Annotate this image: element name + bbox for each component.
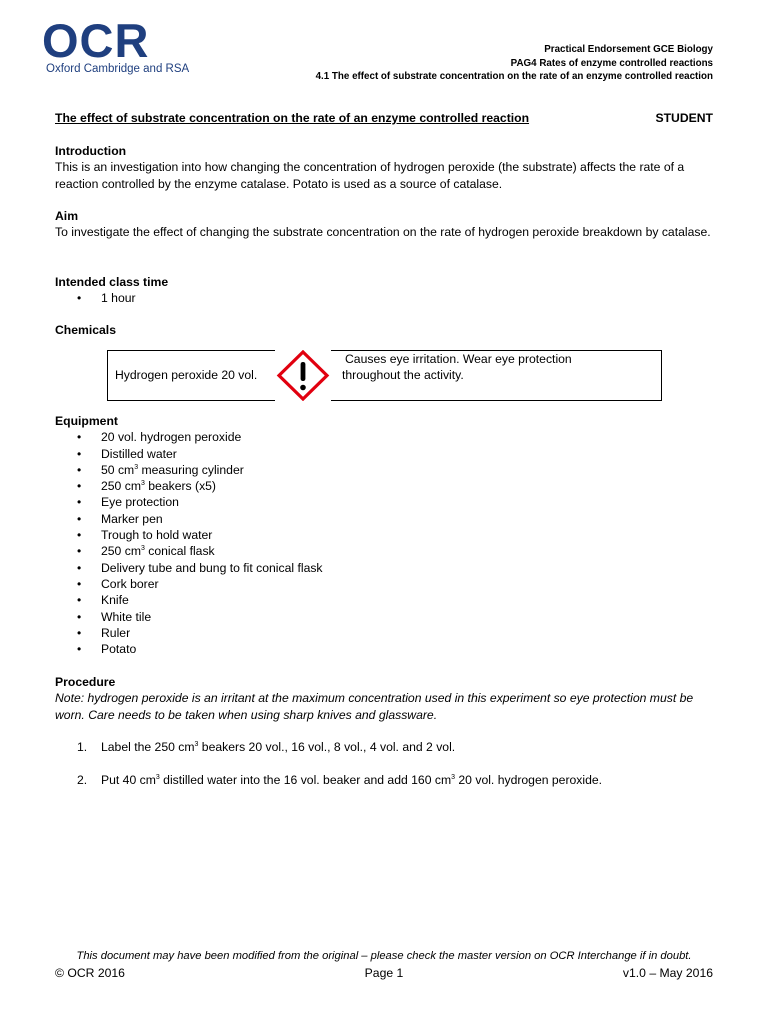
list-item: • 1 hour [55, 290, 713, 306]
chemical-name-cell [108, 351, 279, 400]
chemicals-table [107, 350, 662, 401]
introduction-heading: Introduction [55, 144, 127, 158]
chemicals-heading: Chemicals [55, 323, 116, 337]
aim-heading: Aim [55, 209, 79, 223]
aim-text: To investigate the effect of changing the substrate concentration on the rate of hydrogen peroxide breakdown by catalase. [55, 225, 711, 240]
header-line-3: 4.1 The effect of substrate concentration on the rate of an enzyme controlled reaction [315, 71, 713, 82]
audience-label: STUDENT [655, 111, 713, 125]
list-item: • 50 $cm^3$ measuring cylinder [55, 462, 713, 478]
list-item: • 250 $cm^3$ beakers (x5) [55, 478, 713, 494]
list-item: • Knife [55, 592, 713, 608]
exclamation-hazard-icon [275, 350, 331, 401]
equipment-list [55, 429, 713, 657]
chemicals-section [55, 322, 713, 338]
ocr-logo-mark [42, 19, 192, 61]
list-item: • Distilled water [55, 446, 713, 462]
list-item: • Potato [55, 641, 713, 657]
class-time-heading: Intended class time [55, 275, 169, 289]
introduction-text: This is an investigation into how changing the concentration of hydrogen peroxide (the substrate) affects the rate of a reaction controlled by the enzyme catalase. Potato is used as a source of catalase. [55, 160, 685, 191]
procedure-step: 2. Put 40 $cm^3$ distilled water into the 16 vol. beaker and add 160 $cm^3$ 20 vol. hydrogen peroxide. [77, 773, 603, 788]
procedure-section [55, 674, 713, 723]
ocr-logo [42, 19, 192, 77]
copyright-text: © OCR 2016 [55, 966, 125, 980]
list-item: • Ruler [55, 625, 713, 641]
hazard-description-line-2: throughout the activity. [342, 368, 464, 383]
introduction-section [55, 143, 713, 192]
list-item: • 250 $cm^3$ conical flask [55, 543, 713, 559]
list-item: • Trough to hold water [55, 527, 713, 543]
version-text: v1.0 – May 2016 [622, 966, 713, 980]
list-item: • White tile [55, 609, 713, 625]
list-item: • Delivery tube and bung to fit conical flask [55, 560, 713, 576]
header-line-2: PAG4 Rates of enzyme controlled reactions [510, 57, 713, 69]
procedure-steps [55, 739, 713, 789]
class-time-section [55, 274, 713, 307]
document-header [316, 43, 713, 84]
equipment-section [55, 413, 713, 657]
hazard-description-cell [342, 351, 658, 400]
logo-text: OCR [42, 19, 150, 61]
list-item: • Eye protection [55, 494, 713, 510]
chemical-name: Hydrogen peroxide 20 vol. [115, 368, 258, 383]
hazard-description-line-1: Causes eye irritation. Wear eye protection [345, 352, 572, 366]
page-number: Page 1 [364, 966, 404, 980]
title-row [55, 110, 713, 126]
footer-disclaimer: This document may have been modified from the original – please check the master version on OCR Interchange if in doubt. [76, 950, 692, 962]
equipment-heading: Equipment [55, 414, 118, 428]
list-item: • Marker pen [55, 511, 713, 527]
list-item: • 20 vol. hydrogen peroxide [55, 429, 713, 445]
list-item: • Cork borer [55, 576, 713, 592]
procedure-heading: Procedure [55, 675, 116, 689]
step-number: 1. [77, 740, 88, 754]
logo-subtitle: Oxford Cambridge and RSA [46, 63, 190, 75]
procedure-step: 1. Label the 250 $cm^3$ beakers 20 vol., 16 vol., 8 vol., 4 vol. and 2 vol. [77, 740, 456, 754]
document-title: The effect of substrate concentration on the rate of an enzyme controlled reaction [55, 111, 530, 125]
header-line-1: Practical Endorsement GCE Biology [544, 44, 713, 55]
step-number: 2. [77, 773, 88, 788]
aim-section [55, 208, 713, 241]
procedure-safety-note: Note: hydrogen peroxide is an irritant at the maximum concentration used in this experiment so eye protection must be worn. Care needs to be taken when using sharp knives and glassware. [55, 691, 694, 722]
